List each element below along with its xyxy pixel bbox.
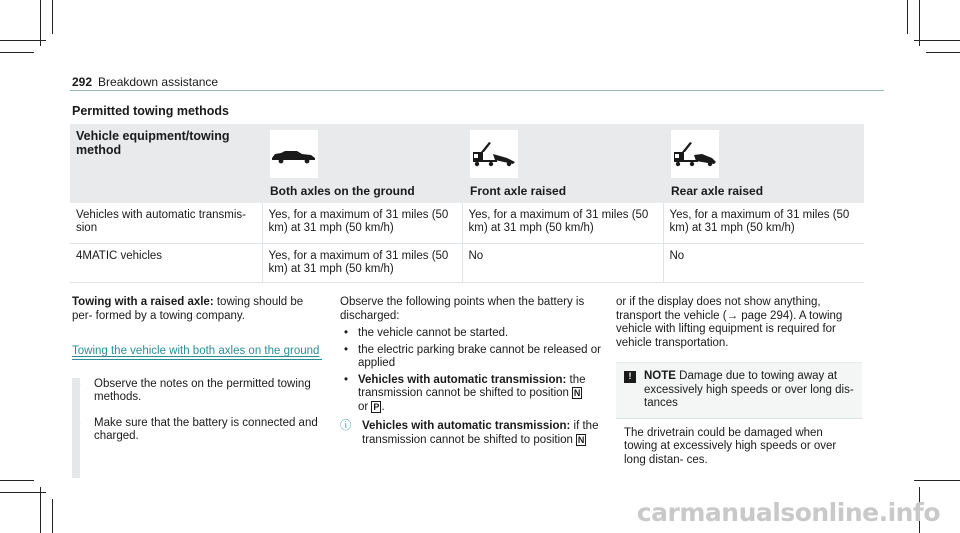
crop-mark — [0, 40, 46, 41]
method-header: Front axle raised — [470, 184, 567, 198]
battery-points — [340, 327, 602, 414]
vehicle-column-header: Vehicle equipment/towing method — [76, 129, 230, 157]
table-cell: Yes, for a maximum of 31 miles (50 km) at 31 mph (50 km/h) — [262, 203, 462, 243]
table-cell: Vehicles with automatic transmis- sion — [70, 203, 262, 243]
table-header-row — [70, 124, 864, 203]
crop-mark — [0, 492, 46, 493]
section-title: Permitted towing methods — [72, 104, 229, 118]
tow-truck-rear-raised-icon — [671, 130, 719, 178]
list-item: • the vehicle cannot be started. — [344, 327, 509, 339]
header-rule — [70, 90, 884, 91]
position-n-key: N — [577, 434, 585, 445]
info-icon: ⓘ — [340, 420, 352, 432]
table-cell: 4MATIC vehicles — [70, 243, 262, 282]
note-header — [616, 362, 862, 418]
crop-mark — [907, 0, 908, 34]
column-c — [616, 296, 862, 475]
list-item: • the electric parking brake cannot be released or applied — [344, 343, 601, 369]
towing-both-axles-link[interactable]: Towing the vehicle with both axles on the ground — [72, 345, 322, 360]
table-row — [70, 203, 864, 243]
steps-bar — [72, 378, 80, 478]
section-name: Breakdown assistance — [98, 75, 219, 89]
table-cell: Yes, for a maximum of 31 miles (50 km) at 31 mph (50 km/h) — [462, 203, 663, 243]
car-on-ground-icon — [270, 130, 318, 178]
raised-axle-paragraph: Towing with a raised axle: towing should be per- formed by a towing company. — [72, 296, 304, 322]
table-cell: No — [462, 243, 663, 282]
note-box — [616, 362, 862, 475]
table-cell: No — [663, 243, 864, 282]
crop-mark — [52, 0, 53, 34]
bullet-icon: • — [344, 373, 349, 386]
column-a — [72, 296, 322, 456]
list-item: Observe the notes on the permitted towing methods. — [72, 378, 322, 405]
list-item: • Vehicles with automatic transmission: the transmission cannot be shifted to position N or P . — [344, 373, 586, 413]
warning-icon: ! — [624, 371, 636, 383]
bullet-icon: • — [344, 327, 349, 339]
crop-mark — [52, 499, 53, 533]
note-summary: Damage due to towing away at excessively high speeds or over long dis- tances — [644, 370, 854, 409]
crop-mark — [914, 40, 960, 41]
page-number: 292 — [72, 75, 93, 89]
table-row — [70, 243, 864, 282]
crop-mark — [0, 480, 34, 481]
table-cell: Yes, for a maximum of 31 miles (50 km) at 31 mph (50 km/h) — [262, 243, 462, 282]
crop-mark — [40, 487, 41, 533]
method-header: Rear axle raised — [671, 184, 764, 198]
column-b — [340, 296, 602, 447]
watermark: carmanualsonline.info — [636, 498, 940, 527]
battery-intro: Observe the following points when the battery is discharged: — [340, 296, 585, 322]
note-body: The drivetrain could be damaged when towing at excessively high speeds or over long distan- ces. — [616, 418, 862, 476]
crop-mark — [0, 52, 34, 53]
method-header: Both axles on the ground — [270, 184, 415, 198]
crop-mark — [926, 52, 960, 53]
info-item: ⓘ Vehicles with automatic transmission: if the transmission cannot be shifted to position N — [340, 420, 599, 446]
list-item: Make sure that the battery is connected and charged. — [72, 417, 322, 444]
position-n-key: N — [573, 388, 581, 398]
note-title: NOTE — [644, 370, 676, 382]
page-header — [72, 75, 218, 89]
table-cell: Yes, for a maximum of 31 miles (50 km) at 31 mph (50 km/h) — [663, 203, 864, 243]
transport-paragraph: or if the display does not show anything, transport the vehicle (→ page 294). A towing vehicle with lifting equipment is required for vehicle transportation. — [616, 296, 843, 349]
tow-truck-front-raised-icon — [470, 130, 518, 178]
towing-methods-table — [70, 124, 864, 283]
bullet-icon: • — [344, 343, 349, 356]
crop-mark — [914, 480, 960, 481]
steps-list — [72, 378, 322, 444]
position-p-key: P — [373, 401, 380, 412]
